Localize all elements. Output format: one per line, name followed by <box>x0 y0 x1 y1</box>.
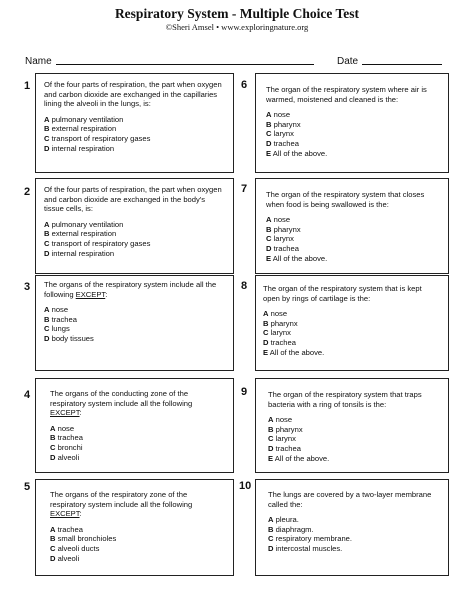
option-letter: C <box>266 234 272 244</box>
option-text: trachea <box>57 433 83 443</box>
answer-option[interactable] <box>268 415 440 425</box>
option-text: pharynx <box>270 318 298 328</box>
option-letter: C <box>268 434 274 444</box>
option-letter: B <box>266 224 272 234</box>
option-letter: D <box>268 543 274 553</box>
option-letter: A <box>268 515 274 525</box>
answer-option[interactable] <box>263 328 440 338</box>
answer-option[interactable] <box>50 433 225 443</box>
answer-option[interactable] <box>44 239 225 249</box>
option-text: trachea <box>51 314 77 324</box>
answer-option[interactable] <box>266 129 440 139</box>
answer-option[interactable] <box>268 425 440 435</box>
option-letter: C <box>44 238 50 248</box>
question-box <box>255 275 449 371</box>
option-text: pharynx <box>273 119 301 129</box>
question-stem <box>44 80 225 109</box>
worksheet-title: Respiratory System - Multiple Choice Test <box>114 6 360 21</box>
answer-option[interactable] <box>266 120 440 130</box>
option-text: nose <box>273 215 291 225</box>
stem-text: The organs of the conducting zone of the respiratory system include all the following <box>50 389 193 408</box>
question-stem <box>266 190 440 209</box>
option-letter: C <box>266 129 272 139</box>
option-text: trachea <box>270 337 296 347</box>
option-letter: C <box>50 543 56 553</box>
question-stem <box>44 185 225 214</box>
option-text: lungs <box>51 324 70 334</box>
answer-option[interactable] <box>44 305 225 315</box>
option-letter: D <box>266 138 272 148</box>
option-text: alveoli <box>57 452 80 462</box>
answer-option[interactable] <box>268 515 440 525</box>
option-text: All of the above. <box>274 453 330 463</box>
option-letter: A <box>44 219 50 229</box>
answer-option[interactable] <box>268 544 440 554</box>
answer-option[interactable] <box>50 424 225 434</box>
option-text: pharynx <box>273 224 301 234</box>
question-number: 8 <box>241 280 248 292</box>
option-letter: A <box>266 110 272 120</box>
answer-option[interactable] <box>266 139 440 149</box>
stem-text: Of the four parts of respiration, the part when oxygen and carbon dioxide are exchanged in the capillaries lining the alveoli in the lungs, is: <box>44 80 222 109</box>
question-box <box>35 378 234 473</box>
question-stem <box>266 85 440 104</box>
option-letter: D <box>263 337 269 347</box>
stem-text: Of the four parts of respiration, the part when oxygen and carbon dioxide are exchanged in the body's tissue cells, is: <box>44 185 222 214</box>
option-letter: D <box>50 452 56 462</box>
option-text: intercostal muscles. <box>275 543 343 553</box>
answer-option[interactable] <box>268 534 440 544</box>
option-letter: C <box>263 328 269 338</box>
option-text: larynx <box>273 234 294 244</box>
question-stem <box>268 490 440 509</box>
option-letter: C <box>268 534 274 544</box>
answer-option[interactable] <box>268 454 440 464</box>
option-letter: A <box>44 114 50 124</box>
stem-text: : <box>79 509 82 519</box>
option-text: transport of respiratory gases <box>51 133 151 143</box>
question-number: 7 <box>241 183 248 195</box>
answer-option[interactable] <box>50 544 225 554</box>
option-text: larynx <box>273 129 294 139</box>
question-number: 4 <box>24 389 31 401</box>
option-letter: B <box>268 424 274 434</box>
option-letter: D <box>50 553 56 563</box>
option-text: nose <box>270 309 288 319</box>
option-letter: B <box>268 524 274 534</box>
stem-text: The lungs are covered by a two-layer membrane called the: <box>268 490 432 509</box>
answer-option[interactable] <box>266 244 440 254</box>
option-text: pulmonary ventilation <box>51 114 124 124</box>
answer-option[interactable] <box>44 315 225 325</box>
answer-option[interactable] <box>263 348 440 358</box>
option-text: respiratory membrane. <box>275 534 352 544</box>
option-letter: C <box>44 324 50 334</box>
option-text: larynx <box>275 434 296 444</box>
answer-option[interactable] <box>266 215 440 225</box>
date-field[interactable] <box>337 56 442 67</box>
stem-text: The organ of the respiratory system that closes when food is being swallowed is the: <box>266 190 425 209</box>
option-text: nose <box>51 305 69 315</box>
question-stem <box>268 390 440 409</box>
option-letter: B <box>266 119 272 129</box>
option-letter: A <box>268 415 274 425</box>
option-letter: E <box>268 453 274 463</box>
question-number: 1 <box>24 80 31 92</box>
answer-option[interactable] <box>268 525 440 535</box>
name-field[interactable] <box>25 56 314 67</box>
option-letter: D <box>266 243 272 253</box>
option-text: internal respiration <box>51 143 115 153</box>
answer-option[interactable] <box>263 338 440 348</box>
answer-option[interactable] <box>266 254 440 264</box>
option-text: trachea <box>57 524 83 534</box>
question-stem <box>44 280 225 299</box>
option-letter: A <box>263 309 269 319</box>
option-letter: A <box>50 423 56 433</box>
answer-option[interactable] <box>266 110 440 120</box>
answer-option[interactable] <box>44 249 225 259</box>
option-text: external respiration <box>51 229 117 239</box>
answer-option[interactable] <box>44 134 225 144</box>
question-box <box>35 73 234 173</box>
question-number: 9 <box>241 386 248 398</box>
question-number: 10 <box>239 480 252 492</box>
except-emphasis: EXCEPT <box>50 509 80 519</box>
stem-text: : <box>79 408 82 418</box>
date-label: Date <box>337 56 359 67</box>
worksheet-header <box>0 6 474 32</box>
option-letter: B <box>50 433 56 443</box>
question-box <box>255 73 449 173</box>
question-box <box>255 378 449 473</box>
name-label: Name <box>25 56 52 67</box>
option-letter: B <box>44 314 50 324</box>
option-letter: D <box>44 143 50 153</box>
question-box <box>35 479 234 576</box>
answer-option[interactable] <box>268 444 440 454</box>
except-emphasis: EXCEPT <box>75 289 106 299</box>
option-letter: C <box>44 133 50 143</box>
option-letter: D <box>44 333 50 343</box>
answer-option[interactable] <box>50 453 225 463</box>
option-text: diaphragm. <box>275 524 314 534</box>
option-text: transport of respiratory gases <box>51 238 151 248</box>
stem-text: The organs of the respiratory system include all the following <box>44 280 217 299</box>
option-text: alveoli <box>57 553 80 563</box>
option-text: pulmonary ventilation <box>51 219 124 229</box>
option-letter: E <box>263 347 269 357</box>
question-box <box>35 275 234 371</box>
option-letter: B <box>44 124 50 134</box>
answer-option[interactable] <box>44 229 225 239</box>
option-letter: A <box>50 524 56 534</box>
answer-option[interactable] <box>44 324 225 334</box>
option-text: nose <box>57 423 75 433</box>
option-letter: A <box>266 215 272 225</box>
answer-option[interactable] <box>266 225 440 235</box>
option-text: larynx <box>270 328 291 338</box>
option-text: All of the above. <box>272 253 328 263</box>
answer-option[interactable] <box>50 554 225 564</box>
answer-option[interactable] <box>266 149 440 159</box>
question-number: 2 <box>24 186 31 198</box>
question-box <box>35 178 234 274</box>
option-letter: B <box>44 229 50 239</box>
answer-option[interactable] <box>263 319 440 329</box>
option-text: bronchi <box>57 442 83 452</box>
option-text: small bronchioles <box>57 534 117 544</box>
stem-text: The organ of the respiratory system that traps bacteria with a ring of tonsils is the: <box>268 390 422 409</box>
answer-option[interactable] <box>44 124 225 134</box>
option-text: body tissues <box>51 333 94 343</box>
answer-option[interactable] <box>44 220 225 230</box>
answer-option[interactable] <box>50 525 225 535</box>
option-letter: D <box>268 443 274 453</box>
option-text: trachea <box>273 138 299 148</box>
option-letter: A <box>44 305 50 315</box>
option-text: internal respiration <box>51 248 115 258</box>
option-letter: E <box>266 253 272 263</box>
answer-option[interactable] <box>266 234 440 244</box>
answer-option[interactable] <box>268 434 440 444</box>
stem-text: The organ of the respiratory system that is kept open by rings of cartilage is the: <box>263 284 422 303</box>
option-text: trachea <box>275 443 301 453</box>
copyright-credit: ©Sheri Amsel • www.exploringnature.org <box>165 22 309 32</box>
option-letter: B <box>50 534 56 544</box>
option-text: All of the above. <box>269 347 325 357</box>
stem-text: : <box>105 289 108 299</box>
answer-option[interactable] <box>44 144 225 154</box>
option-text: trachea <box>273 243 299 253</box>
option-text: alveoli ducts <box>57 543 100 553</box>
question-stem <box>50 389 225 418</box>
answer-option[interactable] <box>50 534 225 544</box>
date-blank-line[interactable] <box>362 64 442 65</box>
option-text: pleura. <box>275 515 299 525</box>
question-box <box>255 479 449 576</box>
stem-text: The organs of the respiratory zone of the respiratory system include all the following <box>50 490 193 509</box>
question-stem <box>263 284 440 303</box>
answer-option[interactable] <box>44 115 225 125</box>
option-text: All of the above. <box>272 148 328 158</box>
question-number: 5 <box>24 481 31 493</box>
question-number: 6 <box>241 79 248 91</box>
option-letter: B <box>263 318 269 328</box>
question-box <box>255 178 449 274</box>
option-text: external respiration <box>51 124 117 134</box>
question-stem <box>50 490 225 519</box>
option-letter: C <box>50 442 56 452</box>
name-blank-line[interactable] <box>56 64 314 65</box>
question-number: 3 <box>24 281 31 293</box>
option-text: nose <box>275 415 293 425</box>
option-text: nose <box>273 110 291 120</box>
answer-option[interactable] <box>44 334 225 344</box>
stem-text: The organ of the respiratory system where air is warmed, moistened and cleaned is the: <box>266 85 427 104</box>
option-text: pharynx <box>275 424 303 434</box>
except-emphasis: EXCEPT <box>50 408 80 418</box>
answer-option[interactable] <box>263 309 440 319</box>
answer-option[interactable] <box>50 443 225 453</box>
option-letter: D <box>44 248 50 258</box>
option-letter: E <box>266 148 272 158</box>
